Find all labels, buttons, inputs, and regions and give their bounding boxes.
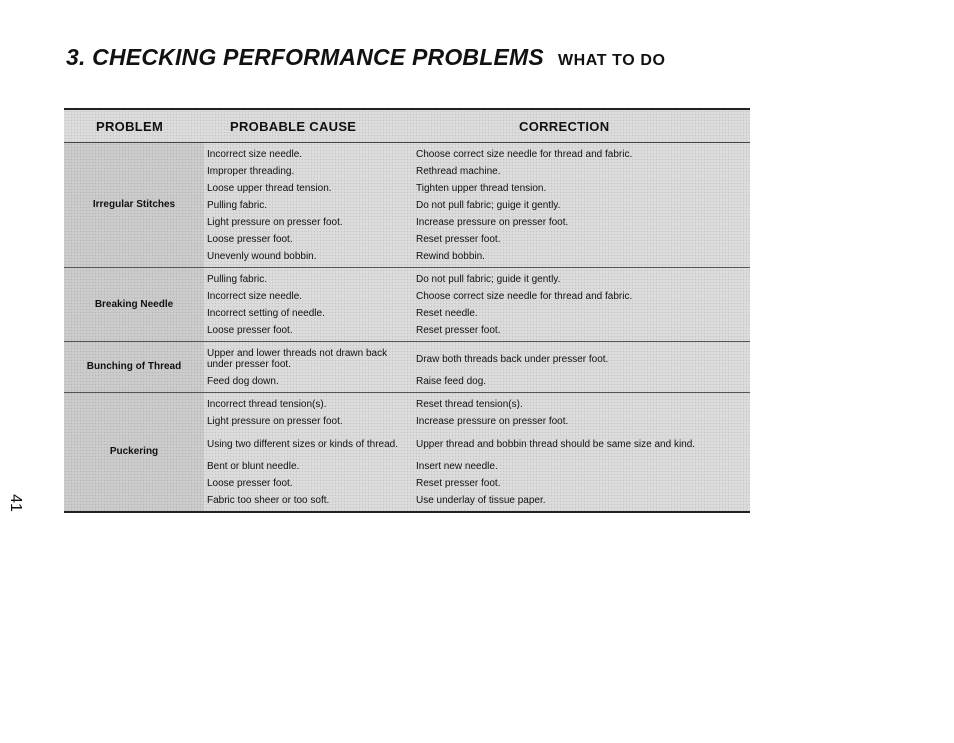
table-row bbox=[204, 492, 750, 509]
problem-group-breaking-needle bbox=[64, 268, 750, 342]
table-row bbox=[204, 305, 750, 322]
problem-label: Irregular Stitches bbox=[64, 143, 204, 267]
problem-label: Puckering bbox=[64, 393, 204, 511]
correction-cell: Increase pressure on presser foot. bbox=[416, 217, 569, 228]
cause-cell: Pulling fabric. bbox=[207, 274, 268, 285]
table-row bbox=[204, 231, 750, 248]
cause-cell: Incorrect setting of needle. bbox=[207, 308, 325, 319]
table-row bbox=[204, 430, 750, 458]
page-subtitle: WHAT TO DO bbox=[557, 52, 666, 69]
table-row bbox=[204, 475, 750, 492]
cause-cell: Upper and lower threads not drawn back under presser foot. bbox=[207, 348, 388, 370]
cause-cell: Incorrect size needle. bbox=[207, 291, 303, 302]
table-row bbox=[204, 345, 750, 373]
problem-group-puckering bbox=[64, 393, 750, 511]
correction-cell: Choose correct size needle for thread and fabric. bbox=[416, 149, 633, 160]
correction-cell: Raise feed dog. bbox=[416, 376, 487, 387]
cause-cell: Loose presser foot. bbox=[207, 325, 293, 336]
table-header bbox=[64, 110, 750, 143]
table-row bbox=[204, 180, 750, 197]
problem-label: Bunching of Thread bbox=[64, 342, 204, 392]
correction-cell: Reset presser foot. bbox=[416, 234, 501, 245]
page-title bbox=[66, 44, 666, 71]
table-row bbox=[204, 396, 750, 413]
table-row bbox=[204, 197, 750, 214]
correction-cell: Do not pull fabric; guige it gently. bbox=[416, 200, 561, 211]
header-probable-cause: PROBABLE CAUSE bbox=[230, 118, 357, 134]
correction-cell: Rewind bobbin. bbox=[416, 251, 485, 262]
cause-cell: Pulling fabric. bbox=[207, 200, 268, 211]
cause-cell: Improper threading. bbox=[207, 166, 295, 177]
cause-cell: Incorrect thread tension(s). bbox=[207, 399, 327, 410]
correction-cell: Reset needle. bbox=[416, 308, 478, 319]
table-row bbox=[204, 322, 750, 339]
cause-cell: Bent or blunt needle. bbox=[207, 461, 300, 472]
table-row bbox=[204, 413, 750, 430]
page-title-text: 3. CHECKING PERFORMANCE PROBLEMS bbox=[66, 44, 544, 70]
cause-cell: Using two different sizes or kinds of thread. bbox=[207, 438, 399, 450]
table-row bbox=[204, 271, 750, 288]
cause-cell: Fabric too sheer or too soft. bbox=[207, 495, 330, 506]
table-row bbox=[204, 214, 750, 231]
correction-cell: Rethread machine. bbox=[416, 166, 501, 177]
page-number: 41 bbox=[6, 494, 24, 512]
table-row bbox=[204, 458, 750, 475]
cause-cell: Light pressure on presser foot. bbox=[207, 416, 343, 427]
cause-cell: Feed dog down. bbox=[207, 376, 279, 387]
correction-cell: Draw both threads back under presser foot. bbox=[416, 353, 609, 365]
correction-cell: Reset presser foot. bbox=[416, 478, 501, 489]
correction-cell: Upper thread and bobbin thread should be same size and kind. bbox=[416, 438, 696, 450]
correction-cell: Increase pressure on presser foot. bbox=[416, 416, 569, 427]
cause-cell: Unevenly wound bobbin. bbox=[207, 251, 317, 262]
table-row bbox=[204, 288, 750, 305]
header-problem: PROBLEM bbox=[96, 118, 164, 134]
correction-cell: Use underlay of tissue paper. bbox=[416, 495, 546, 506]
correction-cell: Choose correct size needle for thread and fabric. bbox=[416, 291, 633, 302]
cause-cell: Incorrect size needle. bbox=[207, 149, 303, 160]
cause-cell: Loose upper thread tension. bbox=[207, 183, 332, 194]
correction-cell: Insert new needle. bbox=[416, 461, 498, 472]
table-row bbox=[204, 373, 750, 390]
correction-cell: Tighten upper thread tension. bbox=[416, 183, 547, 194]
problem-group-bunching-of-thread bbox=[64, 342, 750, 393]
cause-cell: Light pressure on presser foot. bbox=[207, 217, 343, 228]
troubleshooting-table bbox=[64, 108, 750, 513]
correction-cell: Reset thread tension(s). bbox=[416, 399, 523, 410]
problem-group-irregular-stitches bbox=[64, 143, 750, 268]
correction-cell: Reset presser foot. bbox=[416, 325, 501, 336]
problem-label: Breaking Needle bbox=[64, 268, 204, 341]
cause-cell: Loose presser foot. bbox=[207, 234, 293, 245]
correction-cell: Do not pull fabric; guide it gently. bbox=[416, 274, 561, 285]
header-correction: CORRECTION bbox=[519, 118, 610, 134]
cause-cell: Loose presser foot. bbox=[207, 478, 293, 489]
table-row bbox=[204, 248, 750, 265]
table-row bbox=[204, 146, 750, 163]
table-row bbox=[204, 163, 750, 180]
